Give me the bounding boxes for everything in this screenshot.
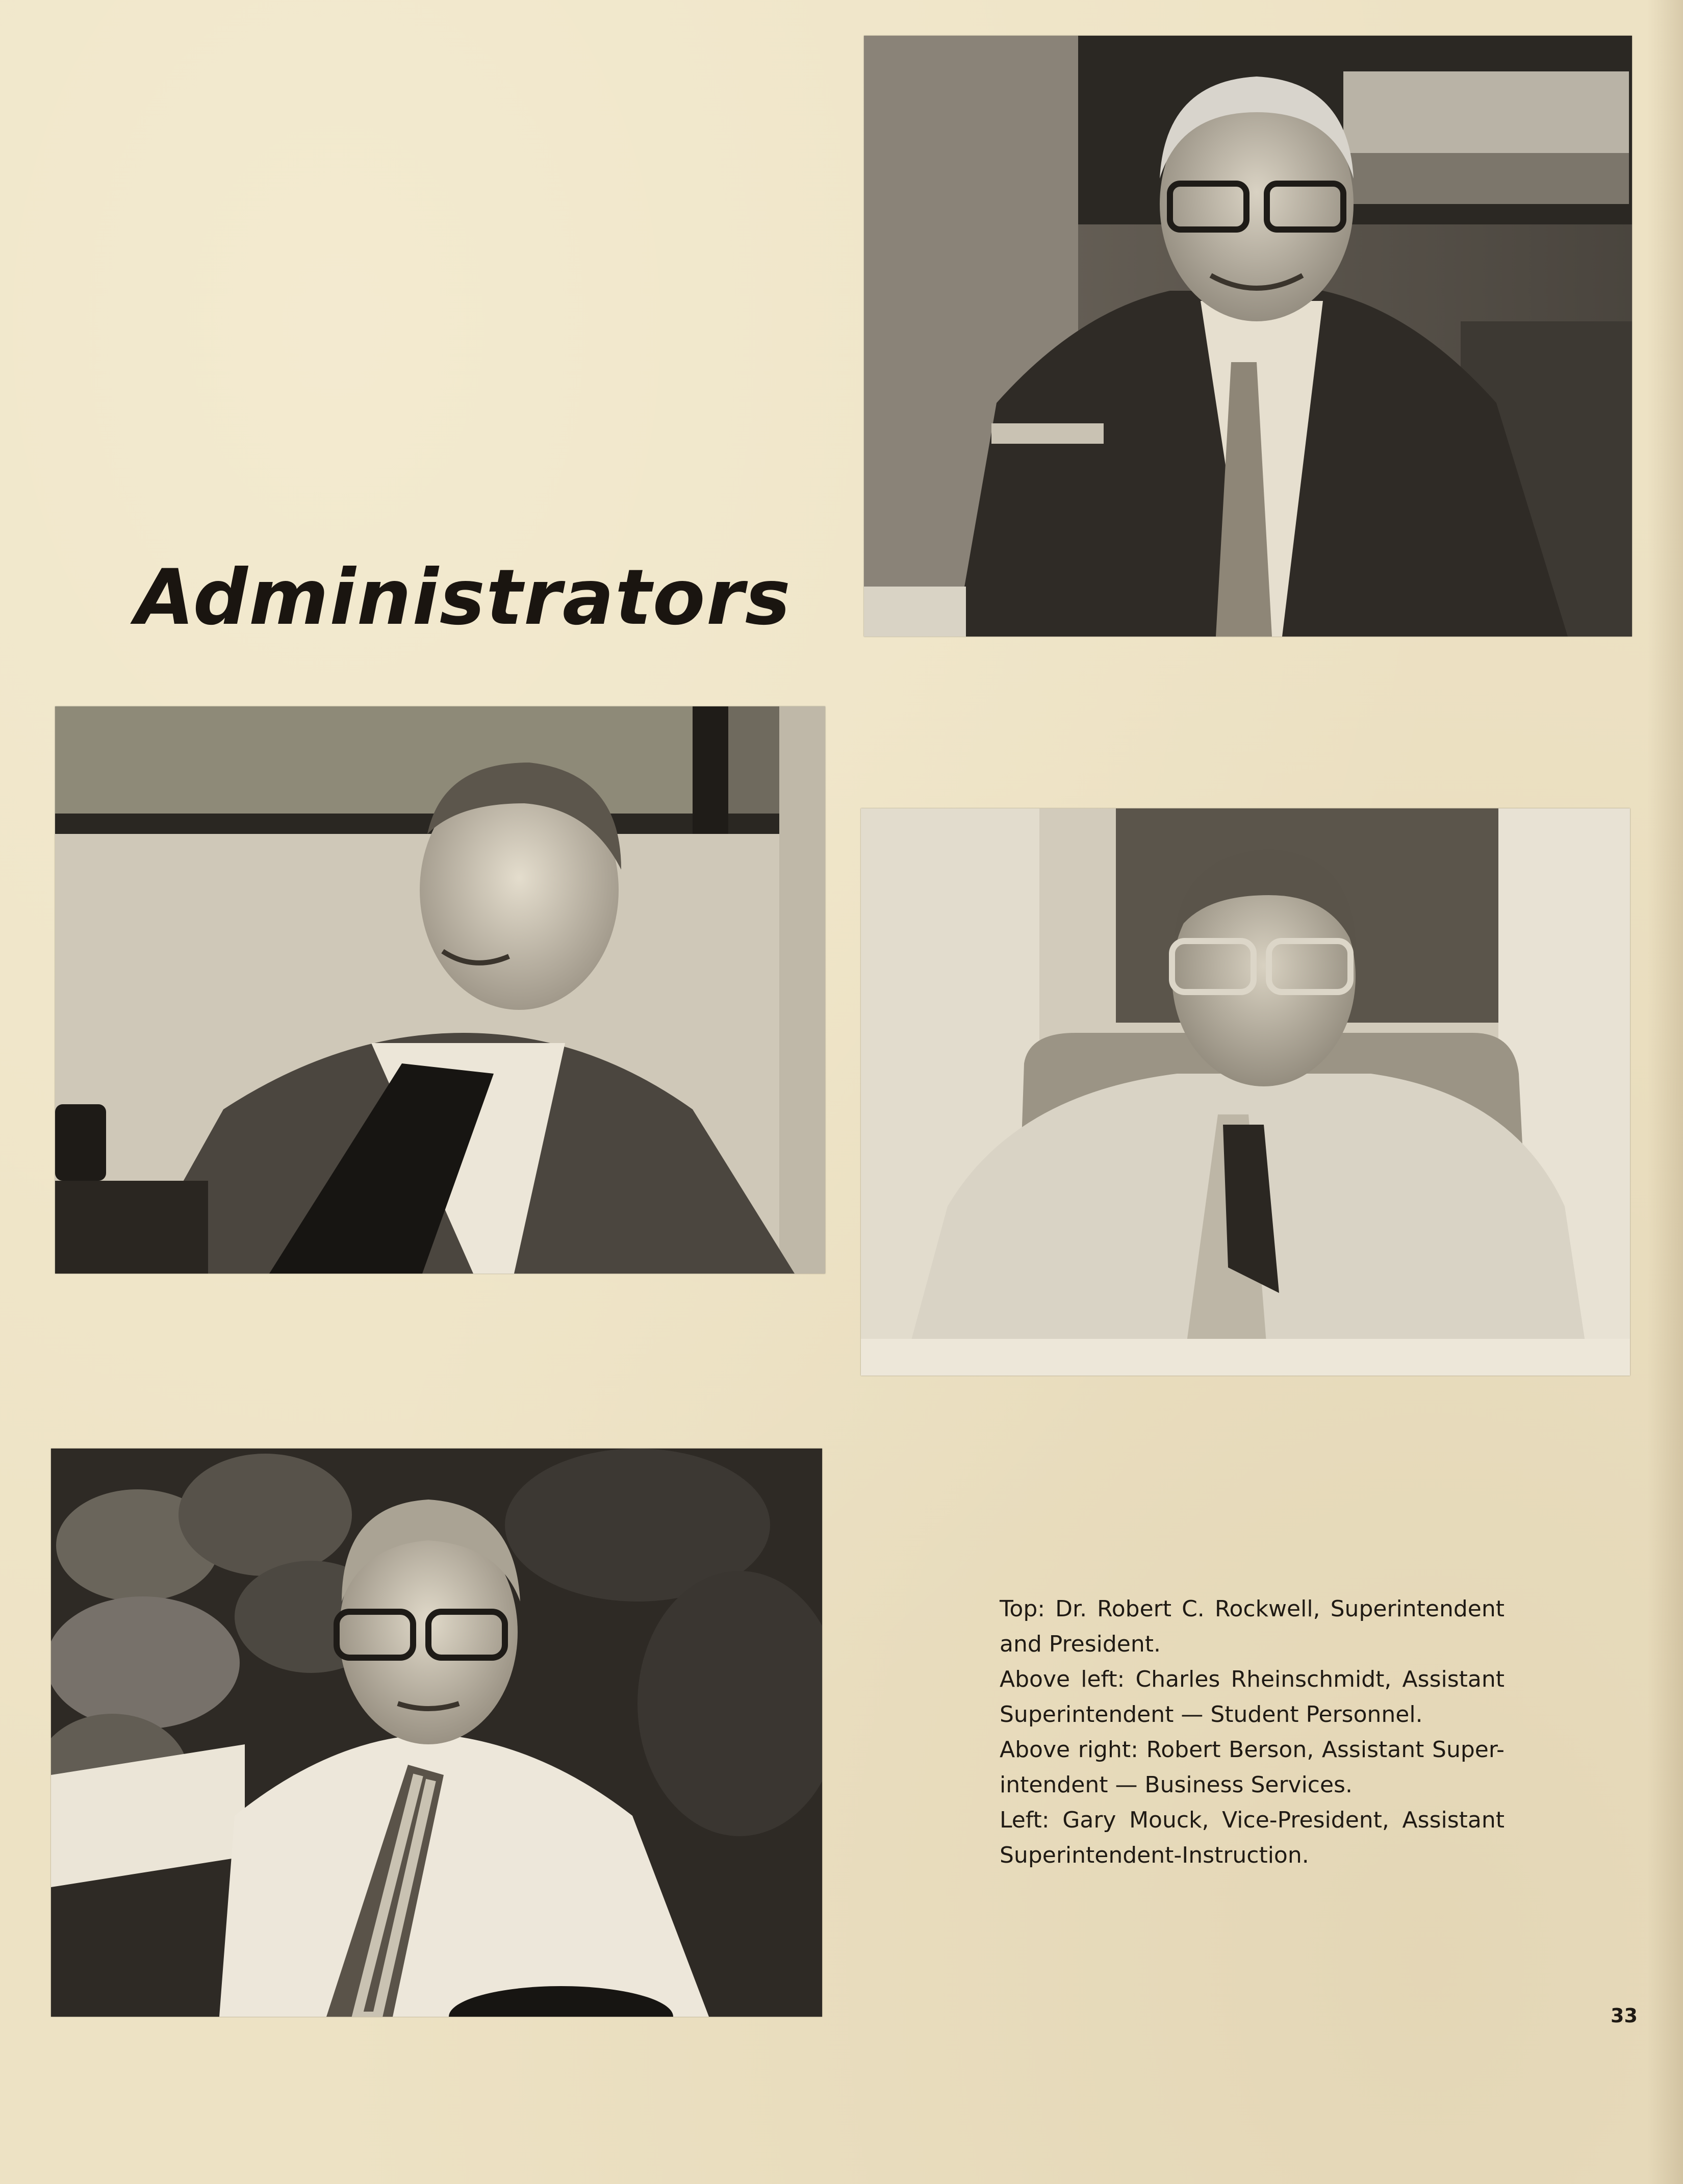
caption-line-top: Top: Dr. Robert C. Rockwell, Superintendent and President. [1000,1596,1504,1657]
caption-line-above-left: Above left: Charles Rheinschmidt, Assistant Superintendent — Student Personnel. [1000,1666,1504,1728]
photo-left-image [51,1449,822,2017]
page-number: 33 [1611,2004,1638,2027]
caption-line-above-right: Above right: Robert Berson, Assistant Super-intendent — Business Services. [1000,1737,1504,1798]
photo-caption [1000,1591,1504,1873]
caption-line-left: Left: Gary Mouck, Vice-President, Assistant Superintendent-Instruction. [1000,1807,1504,1868]
photo-above-left-rheinschmidt [55,706,825,1274]
page-edge-shading [1647,0,1683,2184]
photo-top-rockwell [864,36,1632,637]
photo-above-left-image [55,706,825,1274]
photo-left-mouck [51,1449,822,2017]
photo-above-right-berson [861,808,1630,1376]
photo-above-right-image [861,808,1630,1376]
page-title: Administrators [135,553,792,642]
photo-top-image [864,36,1632,637]
